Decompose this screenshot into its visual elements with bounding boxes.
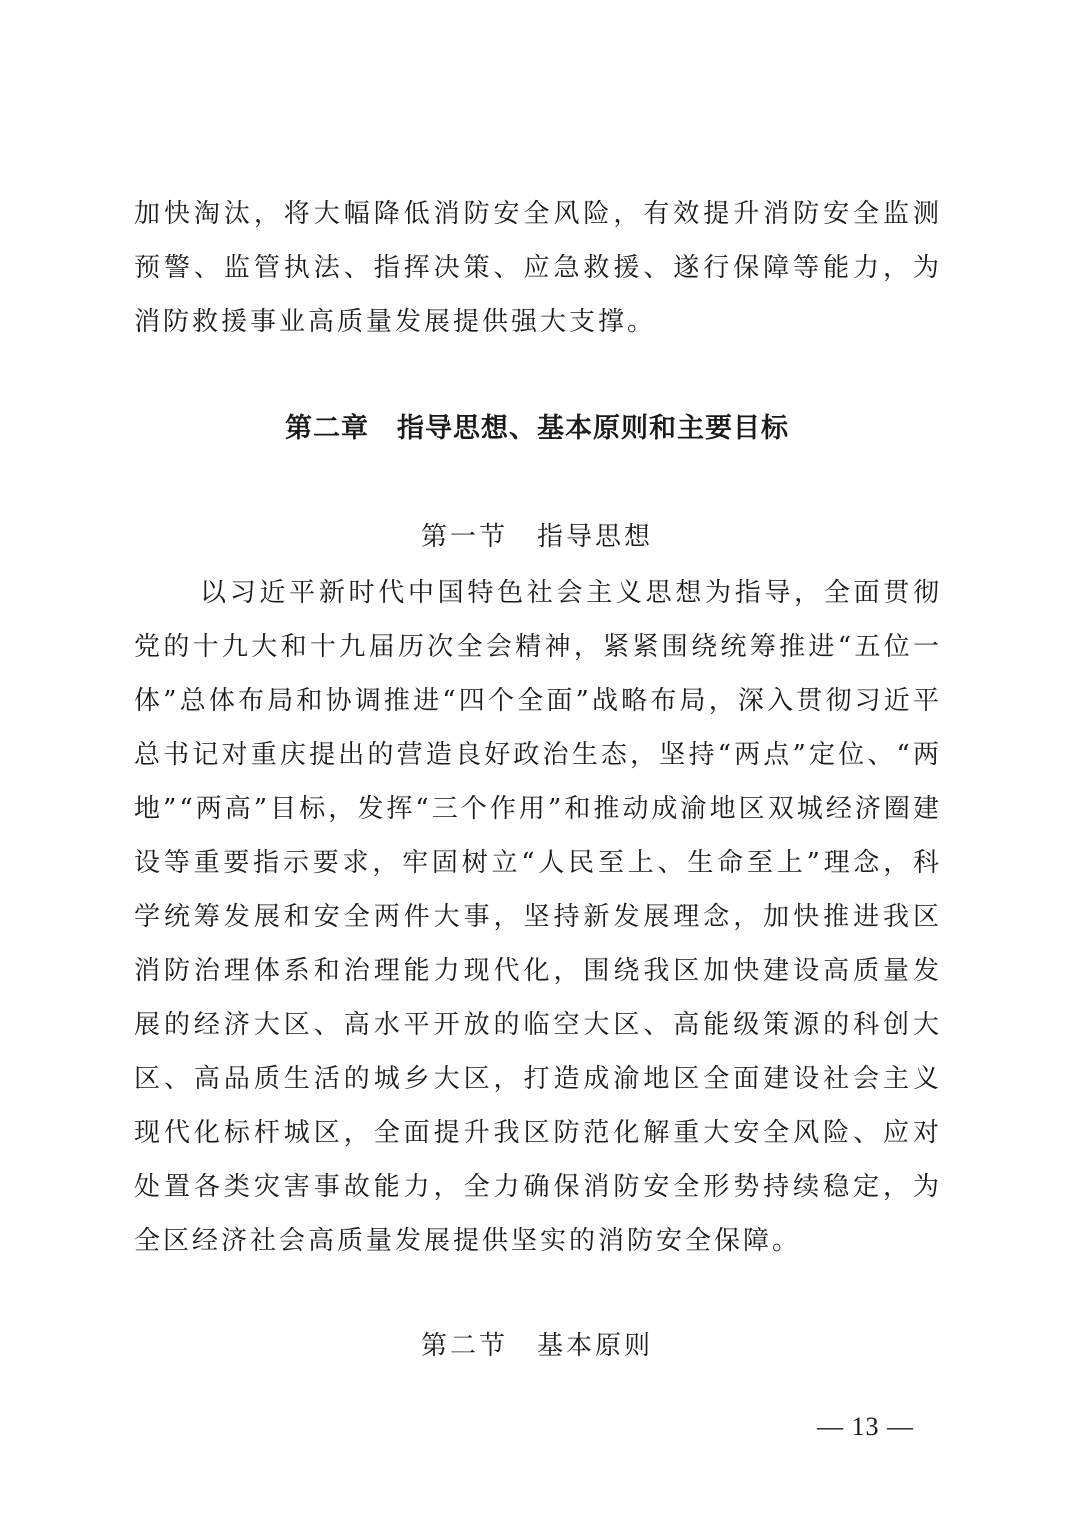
section-title-guiding-thought: 第一节 指导思想 — [420, 522, 653, 552]
paragraph-continued: 加快淘汰，将大幅降低消防安全风险，有效提升消防安全监测预警、监管执法、指挥决策、应急救援、遂行保障等能力，为消防救援事业高质量发展提供强大支撑。 — [134, 199, 942, 337]
paragraph-guiding-thought: 以习近平新时代中国特色社会主义思想为指导，全面贯彻党的十九大和十九届历次全会精神，紧紧围绕统筹推进“五位一体”总体布局和协调推进“四个全面”战略布局，深入贯彻习近平总书记对重庆提出的营造良好政治生态，坚持“两点”定位、“两地”“两高”目标，发挥“三个作用”和推动成渝地区双城经济圈建设等重要指示要求，牢固树立“人民至上、生命至上”理念，科学统筹发展和安全两件大事，坚持新发展理念，加快推进我区消防治理体系和治理能力现代化，围绕我区加快建设高质量发展的经济大区、高水平开放的临空大区、高能级策源的科创大区、高品质生活的城乡大区，打造成渝地区全面建设社会主义现代化标杆城区，全面提升我区防范化解重大安全风险、应对处置各类灾害事故能力，全力确保消防安全形势持续稳定，为全区经济社会高质量发展提供坚实的消防安全保障。 — [134, 578, 942, 1256]
section-title-basic-principles: 第二节 基本原则 — [420, 1331, 653, 1361]
chapter-title: 第二章 指导思想、基本原则和主要目标 — [285, 413, 789, 444]
page-number: — 13 — — [817, 1412, 914, 1441]
